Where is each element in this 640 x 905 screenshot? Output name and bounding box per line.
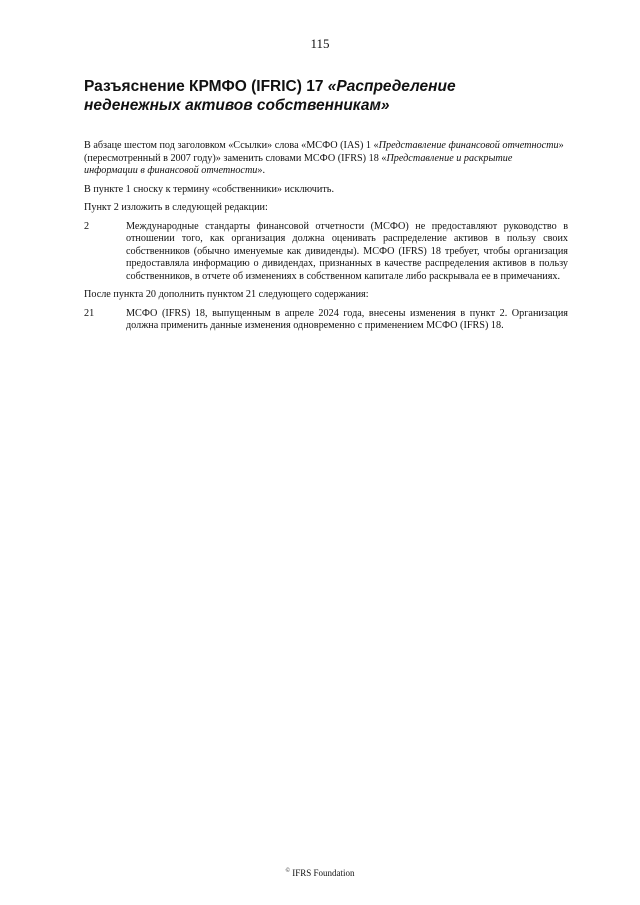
title-prefix: Разъяснение КРМФО (IFRIC) 17 (84, 78, 328, 95)
item-number: 21 (84, 307, 95, 319)
item-number: 2 (84, 220, 90, 232)
text-run: ». (257, 165, 266, 176)
numbered-item-21 (84, 308, 568, 333)
italic-title-ias1: Представление финансовой отчетности (378, 140, 559, 151)
page-number: 115 (310, 36, 330, 51)
amendment-paragraph-references (84, 140, 568, 178)
item-text: МСФО (IFRS) 18, выпущенным в апреле 2024 года, внесены изменения в пункт 2. Организация должна применить данные изменения одновременно с применением МСФО (IFRS) 18. (126, 307, 568, 331)
footer-text: IFRS Foundation (290, 868, 355, 878)
copyright-footer (0, 868, 640, 878)
text-run: » (пересмотренный в 2007 году)» заменить словами МСФО (IFRS) 18 « (84, 140, 564, 164)
page-title (84, 77, 554, 115)
amendment-paragraph-item2-intro: Пункт 2 изложить в следующей редакции: (84, 202, 268, 213)
amendment-paragraph-footnote: В пункте 1 сноску к термину «собственники» исключить. (84, 183, 334, 195)
item-text: Международные стандарты финансовой отчетности (МСФО) не предоставляют руководство в отношении того, как организация должна оценивать распределение активов в пользу своих собственников (обычно именуемые как дивиденды). МСФО (IFRS) 18 требует, чтобы организация предоставляла информацию о дивидендах, признанных в качестве распределения активов в пользу собственников, в отчете об изменениях в собственном капитале либо раскрывала ее в примечаниях. (126, 220, 568, 282)
amendment-paragraph-item21-intro: После пункта 20 дополнить пунктом 21 следующего содержания: (84, 289, 369, 300)
copyright-symbol: © (285, 868, 291, 874)
text-run: В абзаце шестом под заголовком «Ссылки» слова «МСФО (IAS) 1 « (84, 140, 379, 151)
numbered-item-2 (84, 221, 568, 284)
title-italic: «Распределение неденежных активов собственникам» (84, 78, 456, 114)
document-body (84, 140, 568, 339)
italic-title-ifrs18: Представление и раскрытие информации в финансовой отчетности (84, 152, 513, 176)
